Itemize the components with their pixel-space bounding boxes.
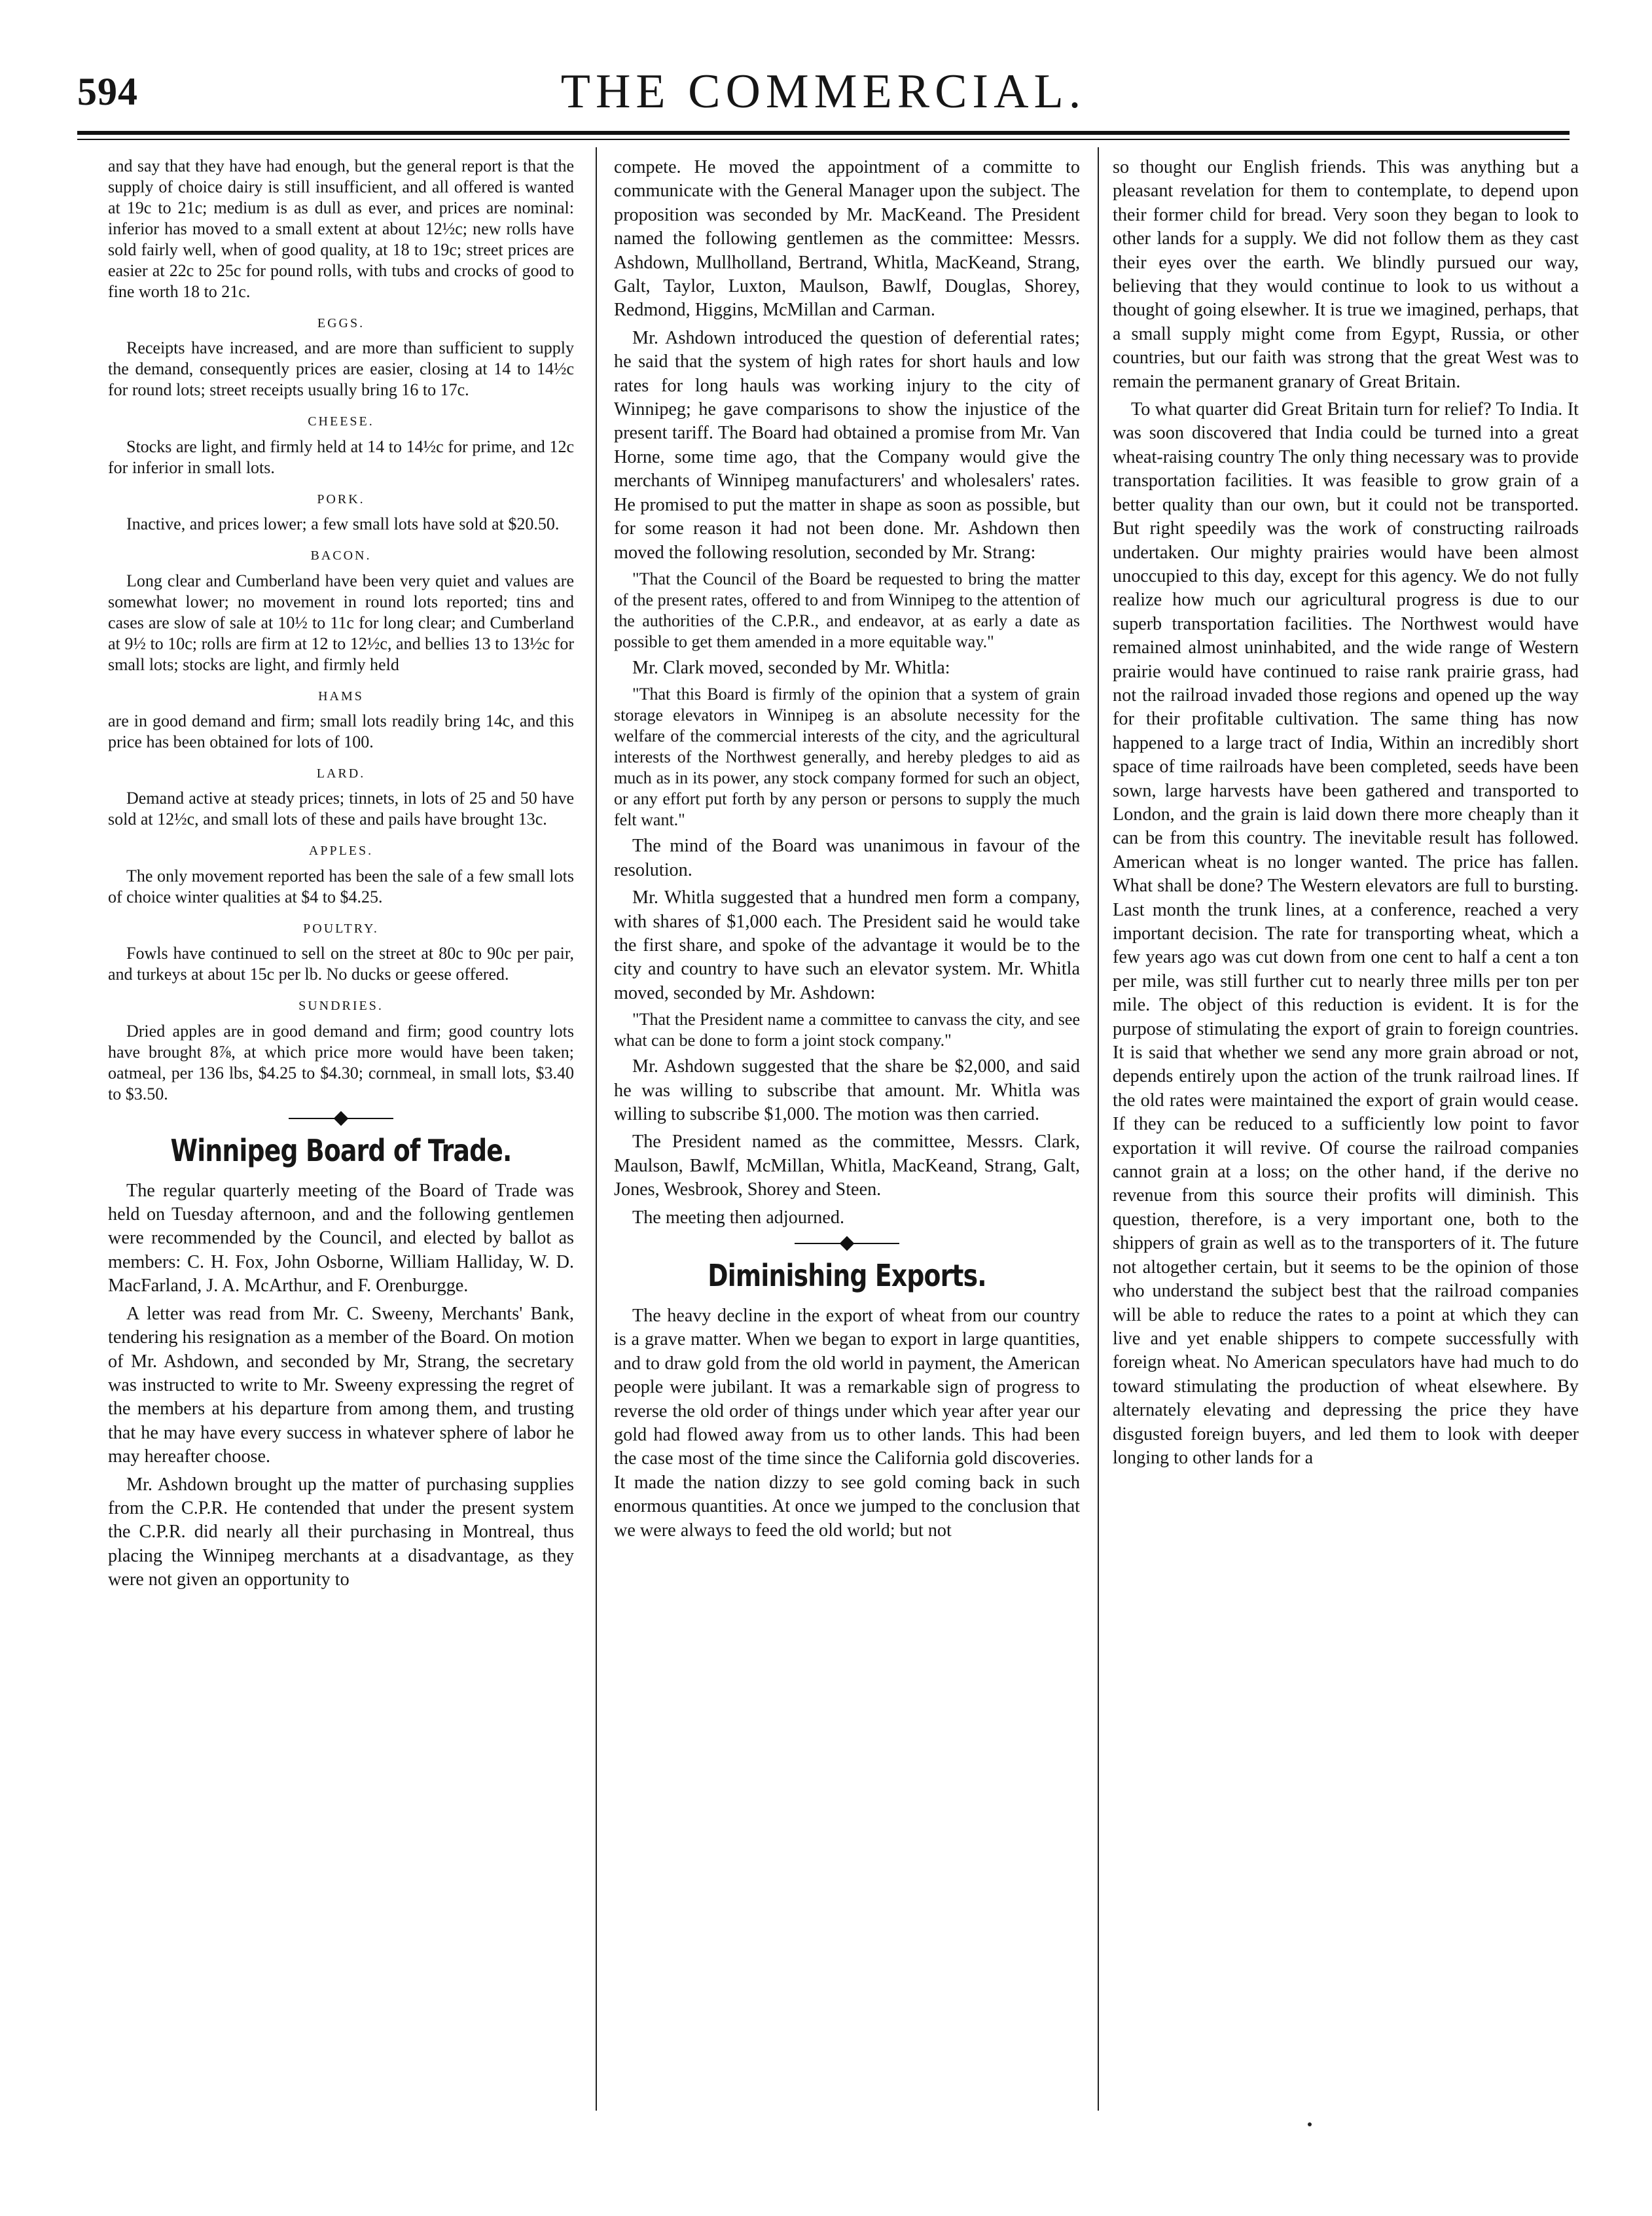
board-paragraph-8: Mr. Whitla suggested that a hundred men form a company, with shares of $1,000 each. The President said he would take the first share, and spoke of the advantage it would be to the city and country to have such an elevator system. Mr. Whitla moved, seconded by Mr. Ashdown: xyxy=(614,887,1080,1003)
market-lard-text: Demand active at steady prices; tinnets, in lots of 25 and 50 have sold at 12½c, and small lots of these and pails have brought 13c. xyxy=(108,789,574,829)
board-paragraph-1: The regular quarterly meeting of the Board of Trade was held on Tuesday afternoon, and and the following gentlemen were recommended by the Council, and elected by ballot as members: C. H. Fox, John Osborne, William Halliday, W. D. MacFarland, J. A. McArthur, and F. Orenburgge. xyxy=(108,1180,574,1296)
section-heading-poultry: POULTRY. xyxy=(303,921,379,936)
board-paragraph-10: The President named as the committee, Messrs. Clark, Maulson, Bawlf, McMillan, Whitla, MacKeand, Strang, Galt, Jones, Wesbrook, Shorey and Steen. xyxy=(614,1132,1080,1200)
market-hams-text: are in good demand and firm; small lots readily bring 14c, and this price has been obtained for lots of 100. xyxy=(108,711,574,752)
market-cheese-text: Stocks are light, and firmly held at 14 to 14½c for prime, and 12c for inferior in small lots. xyxy=(108,437,574,477)
page-number: 594 xyxy=(77,70,138,113)
section-heading-bacon: BACON. xyxy=(310,548,372,563)
market-dairy-text: and say that they have had enough, but the general report is that the supply of choice dairy is still insufficient, and all offered is wanted at 19c to 21c; medium is as dull as ever, and prices are nominal: inferior has moved to a small extent at about 12½c; new rolls have sold fairly well, when of good quality, at 18 to 19c; street prices are easier at 22c to 25c for pound rolls, with tubs and crocks of good to fine worth 18 to 21c. xyxy=(108,156,574,301)
section-ornament xyxy=(289,1111,393,1126)
section-heading-hams: HAMS xyxy=(318,688,364,704)
board-paragraph-2: A letter was read from Mr. C. Sweeny, Merchants' Bank, tendering his resignation as a member of the Board. On motion of Mr. Ashdown, and seconded by Mr, Strang, the secretary was instructed to write to Mr. Sweeny expressing the regret of the members at his departure from among them, and trusting that he may have every success in whatever sphere of labor he may hereafter choose. xyxy=(108,1303,574,1467)
market-pork-text: Inactive, and prices lower; a few small lots have sold at $20.50. xyxy=(126,514,560,534)
article-heading-board-of-trade: Winnipeg Board of Trade. xyxy=(170,1132,512,1168)
board-paragraph-4: compete. He moved the appointment of a committe to communicate with the General Manager upon the subject. The proposition was seconded by Mr. MacKeand. The President named the following gentlemen as the committee: Messrs. Ashdown, Mullholland, Bertrand, Whitla, MacKeand, Strang, Galt, Taylor, Luxton, Maulson, Bawlf, Douglas, Shorey, Redmond, Higgins, McMillan and Carman. xyxy=(614,157,1080,321)
masthead-title: THE COMMERCIAL. xyxy=(560,65,1086,118)
column-2 xyxy=(614,156,1080,1546)
header-rule-light xyxy=(77,139,1570,140)
exports-paragraph-2: so thought our English friends. This was anything but a pleasant revelation for them to contemplate, to depend upon their former child for bread. Very soon they began to look to other lands for a supply. We did not follow them as they cast their eyes over the earth. We blindly pursued our way, believing that they would continue to look to us without a thought of going elsewher. It is true we imagined, perhaps, that a small supply might come from Egypt, Russia, or other countries, but our faith was strong that the great West was to remain the permanent granary of Great Britain. xyxy=(1113,157,1579,392)
exports-paragraph-1: The heavy decline in the export of wheat from our country is a grave matter. When we began to export in large quantities, and to draw gold from the old world in payment, the American people were jubilant. It was a remarkable sign of progress to reverse the old order of things under which year after year our gold had flowed away from us to other lands. This had been the case most of the time since the California gold discoveries. It made the nation dizzy to see gold coming back in such enormous quantities. At once we jumped to the conclusion that we were always to feed the old world; but not xyxy=(614,1306,1080,1541)
board-paragraph-7: The mind of the Board was unanimous in favour of the resolution. xyxy=(614,836,1080,880)
column-3 xyxy=(1113,156,1579,1474)
board-paragraph-3: Mr. Ashdown brought up the matter of purchasing supplies from the C.P.R. He contended that under the present system the C.P.R. did nearly all their purchasing in Montreal, thus placing the Winnipeg merchants at a disadvantage, as they were not given an opportunity to xyxy=(108,1474,574,1590)
market-poultry-text: Fowls have continued to sell on the street at 80c to 90c per pair, and turkeys at about 15c per lb. No ducks or geese offered. xyxy=(108,944,574,984)
section-heading-lard: LARD. xyxy=(316,766,366,781)
market-eggs-text: Receipts have increased, and are more than sufficient to supply the demand, consequently prices are easier, closing at 14 to 14½c for round lots; street receipts usually bring 16 to 17c. xyxy=(108,338,574,400)
board-paragraph-9: Mr. Ashdown suggested that the share be $2,000, and said he was willing to subscribe that amount. Mr. Whitla was willing to subscribe $1,000. The motion was then carried. xyxy=(614,1056,1080,1124)
board-paragraph-11: The meeting then adjourned. xyxy=(632,1207,845,1228)
resolution-quote-3: "That the President name a committee to canvass the city, and see what can be done to form a joint stock company." xyxy=(614,1010,1080,1050)
header-rule-heavy xyxy=(77,131,1570,135)
article-heading-diminishing-exports: Diminishing Exports. xyxy=(708,1258,986,1293)
section-heading-apples: APPLES. xyxy=(308,844,374,859)
column-divider-1 xyxy=(596,147,597,2111)
market-sundries-text: Dried apples are in good demand and firm; good country lots have brought 8⅞, at which price more would have been taken; oatmeal, per 136 lbs, $4.25 to $4.30; cornmeal, in small lots, $3.40 to $3.50. xyxy=(108,1021,574,1103)
resolution-quote-1: "That the Council of the Board be requested to bring the matter of the present rates, offered to and from Winnipeg to the attention of the authorities of the C.P.R., and endeavor, at as early a date as possible to get them amended in a more equitable way." xyxy=(614,569,1080,651)
print-speck xyxy=(1308,2122,1312,2126)
market-apples-text: The only movement reported has been the sale of a few small lots of choice winter qualities at $4 to $4.25. xyxy=(108,866,574,906)
section-heading-eggs: EGGS. xyxy=(317,316,365,331)
section-heading-cheese: CHEESE. xyxy=(308,414,374,429)
resolution-quote-2: "That this Board is firmly of the opinion that a system of grain storage elevators in Winnipeg is an absolute necessity for the welfare of the commercial interests of the city, and the agricultural interests of the Northwest generally, and hereby pledges to aid as much as in its power, any stock company formed for such an object, or any effort put forth by any person or persons to supply the much felt want." xyxy=(614,685,1080,830)
section-heading-sundries: SUNDRIES. xyxy=(298,999,384,1014)
section-ornament xyxy=(795,1236,899,1251)
market-bacon-text: Long clear and Cumberland have been very quiet and values are somewhat lower; no movement in round lots reported; tins and cases are slow of sale at 10½ to 11c for long clear; and Cumberland at 9½ to 10c; rolls are firm at 12 to 12½c, and bellies 13 to 13½c for small lots; stocks are light, and firmly held xyxy=(108,571,574,674)
section-heading-pork: PORK. xyxy=(317,491,365,507)
exports-paragraph-3: To what quarter did Great Britain turn for relief? To India. It was soon discovered that India could be turned into a great wheat-raising country The only thing necessary was to provide transportation facilities. It was feasible to grow grain of a better quality than our own, but it could not be transported. But right speedily was the work of constructing railroads undertaken. Our mighty prairies would have been almost unoccupied to this day, except for this agency. We do not fully realize how much our agricultural progress is due to our superb transportation facilities. The Northwest would have remained almost uninhabited, and the wide range of Western prairie would have continued to raise rank prairie grass, had not the railroad invaded those regions and opened up the way for their profitable cultivation. The same thing has now happened to a large tract of India, Within an incredibly short space of time railroads have been completed, seeds have been sown, large harvests have been gathered and transported to London, and the grain is laid down there more cheaply than it can be from this country. The inevitable result has followed. American wheat is no longer wanted. The price has fallen. What shall be done? The Western elevators are full to bursting. Last month the trunk lines, at a conference, reached a very important decision. The rate for transporting wheat, which a few years ago was cut down from one cent to half a cent a ton per mile, was still further cut to nearly three mills per ton per mile. The object of this reduction is evident. It is for the purpose of stimulating the export of grain to foreign countries. It is said that whether we send any more grain abroad or not, depends entirely upon the action of the trunk railroad lines. If the old rates were maintained the export of grain would cease. If they can be reduced to a sufficiently low point to favor exportation it will revive. Of course the railroad companies cannot grain at a loss; on the other hand, if the derive no revenue from this source their profits will diminish. This question, therefore, is a very important one, both to the shippers of grain as well as to the transporters of it. The future not altogether certain, but it seems to be the opinion of those who understand the subject best that the railroad companies will be able to reduce the rates to a point at which they can live and yet enable shippers to compete successfully with foreign wheat. No American speculators have had much to do toward stimulating the production of wheat elsewhere. By alternately elevating and depressing the price they have disgusted foreign buyers, and led them to look with deeper longing to other lands for a xyxy=(1113,399,1579,1468)
column-1 xyxy=(108,156,574,1596)
board-paragraph-6: Mr. Clark moved, seconded by Mr. Whitla: xyxy=(632,657,950,678)
board-paragraph-5: Mr. Ashdown introduced the question of deferential rates; he said that the system of high rates for short hauls and low rates for long hauls was working injury to the city of Winnipeg; he gave comparisons to show the injustice of the present tariff. The Board had obtained a promise from Mr. Van Horne, some time ago, that the Company would give the merchants of Winnipeg manufacturers' and wholesalers' rates. He promised to put the matter in shape as soon as possible, but for some reason it had not been done. Mr. Ashdown then moved the following resolution, seconded by Mr. Strang: xyxy=(614,327,1080,563)
page-header xyxy=(77,58,1570,130)
column-divider-2 xyxy=(1098,147,1099,2111)
